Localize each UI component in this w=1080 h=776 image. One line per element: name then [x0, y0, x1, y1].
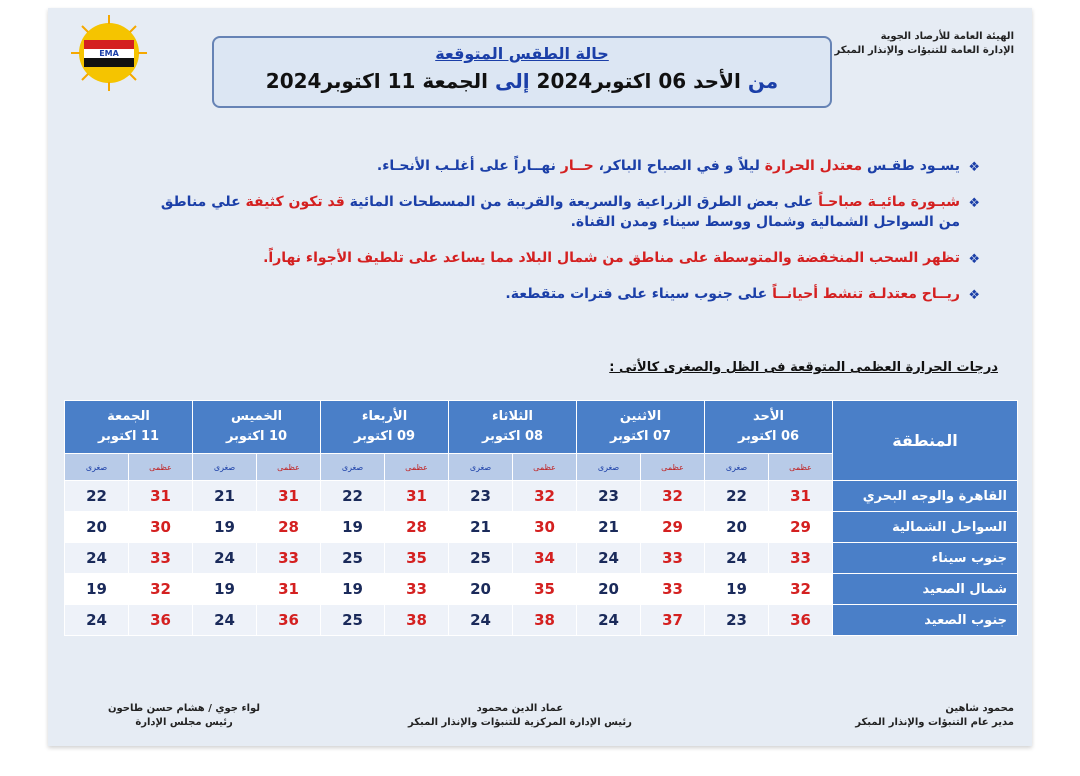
min-temp-cell: 24	[705, 543, 769, 574]
signature-block	[408, 702, 632, 730]
table-row	[65, 574, 1018, 605]
bullet-text: يسـود طقـس	[867, 158, 960, 174]
signature-block	[108, 702, 260, 730]
signature-title: رئيس الإدارة المركزية للتنبؤات والإنذار المبكر	[408, 717, 632, 728]
max-temp-cell: 38	[513, 605, 577, 636]
max-temp-cell: 31	[769, 481, 833, 512]
diamond-bullet-icon: ❖	[968, 160, 980, 175]
day-header: الأحد 06 اكتوبر	[705, 401, 833, 454]
to-date: الجمعة 11 اكتوبر2024	[265, 69, 488, 93]
region-name: شمال الصعيد	[833, 574, 1018, 605]
date-range	[214, 69, 830, 93]
temperature-table	[64, 400, 1018, 636]
max-label: عظمى	[641, 454, 705, 481]
bullet-text: شبـورة مائيـة صباحـاً	[818, 194, 960, 210]
min-temp-cell: 21	[449, 512, 513, 543]
min-temp-cell: 19	[321, 512, 385, 543]
max-temp-cell: 34	[513, 543, 577, 574]
max-temp-cell: 37	[641, 605, 705, 636]
bullet-text: على جنوب سيناء على فترات متقطعة.	[505, 286, 768, 302]
bullet-text: على مناطق من شمال البلاد مما يساعد على تلطيف الأجواء نهاراً.	[263, 250, 709, 266]
signature-name: عماد الدين محمود	[476, 703, 564, 714]
bullet-item	[140, 156, 980, 176]
max-temp-cell: 33	[385, 574, 449, 605]
from-word: من	[747, 69, 779, 93]
min-temp-cell: 21	[577, 512, 641, 543]
min-temp-cell: 20	[449, 574, 513, 605]
min-temp-cell: 19	[193, 574, 257, 605]
max-label: عظمى	[513, 454, 577, 481]
max-temp-cell: 32	[129, 574, 193, 605]
min-temp-cell: 23	[577, 481, 641, 512]
min-temp-cell: 24	[449, 605, 513, 636]
max-temp-cell: 30	[513, 512, 577, 543]
day-header: الثلاثاء 08 اكتوبر	[449, 401, 577, 454]
bullet-text: علي مناطق من السواحل الشمالية وشمال ووسط سيناء ومدن القناة.	[160, 194, 960, 230]
min-temp-cell: 19	[65, 574, 129, 605]
max-temp-cell: 31	[257, 481, 321, 512]
signature-name: محمود شاهين	[945, 703, 1014, 714]
max-temp-cell: 33	[641, 574, 705, 605]
max-temp-cell: 33	[641, 543, 705, 574]
min-temp-cell: 24	[577, 605, 641, 636]
region-name: جنوب سيناء	[833, 543, 1018, 574]
max-temp-cell: 35	[513, 574, 577, 605]
max-temp-cell: 32	[769, 574, 833, 605]
max-temp-cell: 36	[257, 605, 321, 636]
max-temp-cell: 28	[385, 512, 449, 543]
from-date: الأحد 06 اكتوبر2024	[536, 69, 741, 93]
min-temp-cell: 23	[705, 605, 769, 636]
min-temp-cell: 21	[193, 481, 257, 512]
bulletin-sheet	[48, 8, 1032, 746]
forecast-bullets	[140, 156, 980, 320]
min-temp-cell: 22	[65, 481, 129, 512]
diamond-bullet-icon: ❖	[968, 288, 980, 303]
max-temp-cell: 38	[385, 605, 449, 636]
max-temp-cell: 36	[129, 605, 193, 636]
org-line-2: الإدارة العامة للتنبؤات والإنذار المبكر	[834, 45, 1014, 56]
day-header: الأربعاء 09 اكتوبر	[321, 401, 449, 454]
max-label: عظمى	[385, 454, 449, 481]
min-temp-cell: 19	[193, 512, 257, 543]
max-temp-cell: 31	[257, 574, 321, 605]
region-name: جنوب الصعيد	[833, 605, 1018, 636]
max-temp-cell: 29	[641, 512, 705, 543]
bullet-text: قد تكون كثيفة	[245, 194, 345, 210]
max-temp-cell: 29	[769, 512, 833, 543]
max-temp-cell: 33	[769, 543, 833, 574]
diamond-bullet-icon: ❖	[968, 196, 980, 211]
min-temp-cell: 24	[193, 605, 257, 636]
bullet-text: نهــاراً على أغلـب الأنحـاء.	[376, 158, 556, 174]
signature-title: مدير عام التنبؤات والإنذار المبكر	[855, 717, 1014, 728]
org-line-1: الهيئة العامة للأرصاد الجوية	[880, 31, 1014, 42]
max-temp-cell: 35	[385, 543, 449, 574]
min-temp-cell: 24	[65, 543, 129, 574]
max-temp-cell: 32	[513, 481, 577, 512]
max-temp-cell: 33	[257, 543, 321, 574]
bullet-text: تظهر السحب المنخفضة والمتوسطة	[713, 250, 960, 266]
max-temp-cell: 31	[385, 481, 449, 512]
max-temp-cell: 28	[257, 512, 321, 543]
min-temp-cell: 24	[577, 543, 641, 574]
table-row	[65, 512, 1018, 543]
min-temp-cell: 23	[449, 481, 513, 512]
min-temp-cell: 22	[321, 481, 385, 512]
region-name: القاهرة والوجه البحري	[833, 481, 1018, 512]
day-header: الخميس 10 اكتوبر	[193, 401, 321, 454]
max-temp-cell: 36	[769, 605, 833, 636]
max-temp-cell: 32	[641, 481, 705, 512]
signature-title: رئيس مجلس الإدارة	[135, 717, 233, 728]
max-label: عظمى	[769, 454, 833, 481]
table-row	[65, 543, 1018, 574]
day-header: الاثنين 07 اكتوبر	[577, 401, 705, 454]
max-temp-cell: 30	[129, 512, 193, 543]
min-temp-cell: 22	[705, 481, 769, 512]
min-label: صغرى	[65, 454, 129, 481]
bullet-text: ليلاً و في الصباح الباكر،	[598, 158, 760, 174]
organization-header	[814, 30, 1014, 58]
bullet-text: معتدل الحرارة	[764, 158, 863, 174]
table-heading: درجات الحرارة العظمى المتوقعة فى الظل والصغرى كالأتى :	[609, 360, 998, 375]
min-temp-cell: 19	[705, 574, 769, 605]
signature-name: لواء جوي / هشام حسن طاحون	[108, 703, 261, 714]
ema-logo	[70, 14, 148, 92]
region-name: السواحل الشمالية	[833, 512, 1018, 543]
max-temp-cell: 31	[129, 481, 193, 512]
diamond-bullet-icon: ❖	[968, 252, 980, 267]
table-row	[65, 481, 1018, 512]
bullet-text: على بعض الطرق الزراعية والسريعة والقريبة من المسطحات المائية	[349, 194, 814, 210]
max-label: عظمى	[257, 454, 321, 481]
min-label: صغرى	[321, 454, 385, 481]
min-temp-cell: 20	[65, 512, 129, 543]
region-column-header: المنطقة	[833, 401, 1018, 481]
to-word: إلى	[494, 69, 530, 93]
min-label: صغرى	[449, 454, 513, 481]
min-temp-cell: 25	[449, 543, 513, 574]
logo-text: EMA	[99, 49, 119, 58]
max-label: عظمى	[129, 454, 193, 481]
table-row	[65, 605, 1018, 636]
min-temp-cell: 25	[321, 543, 385, 574]
bullet-text: ريــاح معتدلـة تنشط أحيانــاً	[772, 286, 960, 302]
page-title: حالة الطقس المتوقعة	[435, 44, 609, 63]
bullet-item	[140, 248, 980, 268]
min-label: صغرى	[705, 454, 769, 481]
bullet-item	[140, 284, 980, 304]
max-temp-cell: 33	[129, 543, 193, 574]
min-temp-cell: 20	[577, 574, 641, 605]
title-box	[212, 36, 832, 108]
min-temp-cell: 25	[321, 605, 385, 636]
min-temp-cell: 24	[193, 543, 257, 574]
min-temp-cell: 19	[321, 574, 385, 605]
signature-block	[855, 702, 1014, 730]
min-label: صغرى	[577, 454, 641, 481]
day-header: الجمعة 11 اكتوبر	[65, 401, 193, 454]
bullet-text: حــار	[560, 158, 594, 174]
bullet-item	[140, 192, 980, 232]
min-temp-cell: 24	[65, 605, 129, 636]
min-temp-cell: 20	[705, 512, 769, 543]
min-label: صغرى	[193, 454, 257, 481]
